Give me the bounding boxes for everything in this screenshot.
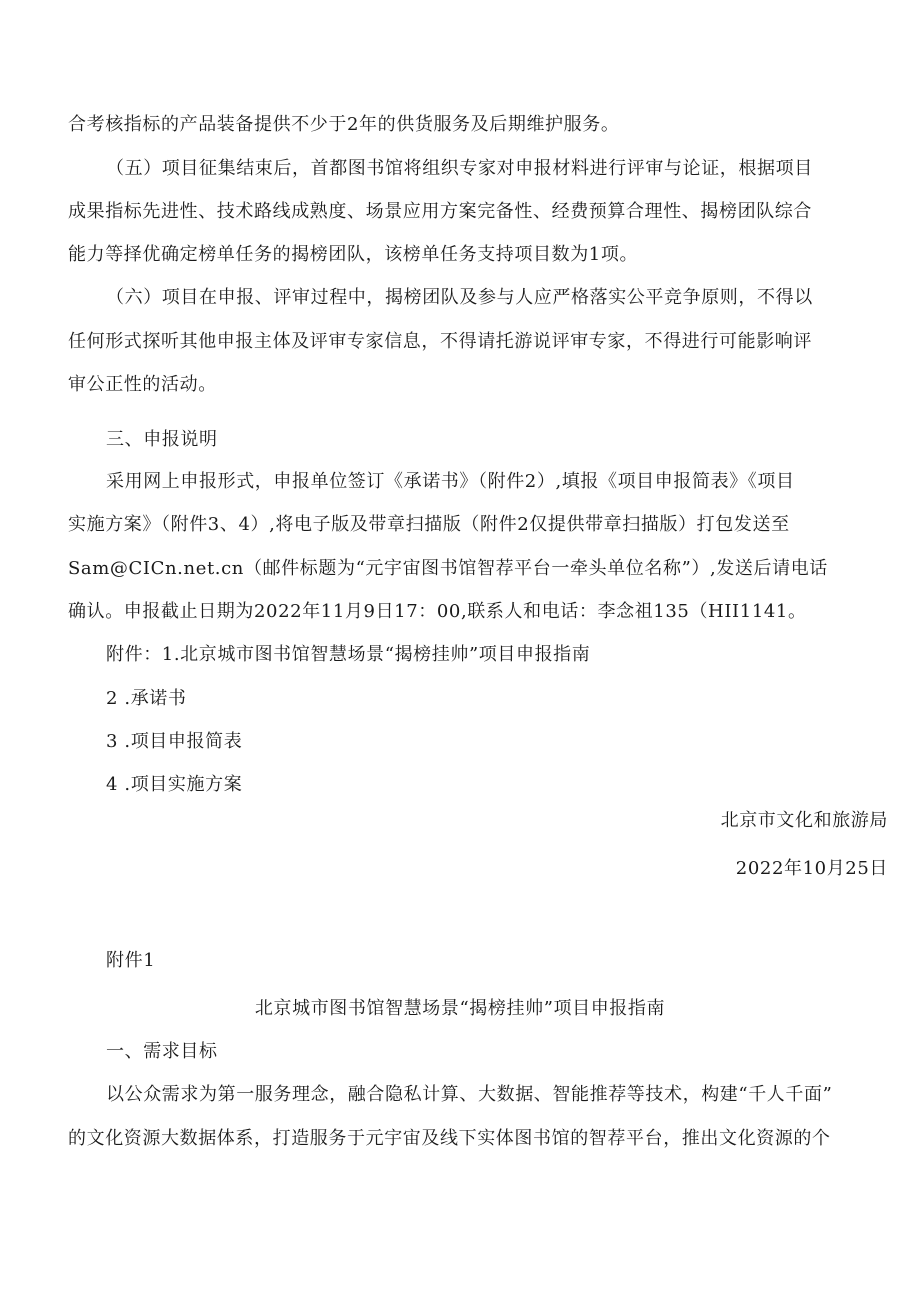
annex-label: 附件1 <box>106 950 156 971</box>
paragraph-line: 实施方案》（附件3、4）,将电子版及带章扫描版（附件2仅提供带章扫描版）打包发送至 <box>68 514 790 535</box>
paragraph-line: （六）项目在申报、评审过程中，揭榜团队及参与人应严格落实公平竞争原则，不得以 <box>106 287 813 308</box>
attachment-list-item: 4 .项目实施方案 <box>106 774 243 795</box>
paragraph-line: （五）项目征集结束后，首都图书馆将组织专家对申报材料进行评审与论证，根据项目 <box>106 158 813 179</box>
section-heading: 三、申报说明 <box>106 429 218 450</box>
attachment-list-item: 2 .承诺书 <box>106 688 187 709</box>
paragraph-line: 确认。申报截止日期为2022年11月9日17：00,联系人和电话：李念祖135（HII1141。 <box>68 601 807 622</box>
paragraph-line: 审公正性的活动。 <box>68 374 217 395</box>
paragraph-line: 任何形式探听其他申报主体及评审专家信息，不得请托游说评审专家，不得进行可能影响评 <box>68 331 812 352</box>
paragraph-line: 能力等择优确定榜单任务的揭榜团队，该榜单任务支持项目数为1项。 <box>68 244 639 265</box>
paragraph-line: 成果指标先进性、技术路线成熟度、场景应用方案完备性、经费预算合理性、揭榜团队综合 <box>68 201 812 222</box>
paragraph-line: 以公众需求为第一服务理念，融合隐私计算、大数据、智能推荐等技术，构建“千人千面” <box>106 1084 833 1105</box>
paragraph-line: 采用网上申报形式，申报单位签订《承诺书》（附件2）,填报《项目申报简表》《项目 <box>106 471 795 492</box>
annex-title: 北京城市图书馆智慧场景“揭榜挂帅”项目申报指南 <box>254 998 666 1019</box>
paragraph-line: 的文化资源大数据体系，打造服务于元宇宙及线下实体图书馆的智荐平台，推出文化资源的个 <box>68 1128 831 1149</box>
attachment-list-item: 3 .项目申报简表 <box>106 731 243 752</box>
signature-org: 北京市文化和旅游局 <box>720 810 888 831</box>
section-heading: 一、需求目标 <box>106 1041 218 1062</box>
signature-date: 2022年10月25日 <box>735 858 888 879</box>
paragraph-line: Sam@CICn.net.cn（邮件标题为“元宇宙图书馆智荐平台一牵头单位名称”）,发送后请电话 <box>68 558 828 579</box>
attachment-list-item: 附件：1.北京城市图书馆智慧场景“揭榜挂帅”项目申报指南 <box>106 644 591 665</box>
paragraph-line: 合考核指标的产品装备提供不少于2年的供货服务及后期维护服务。 <box>68 114 620 135</box>
